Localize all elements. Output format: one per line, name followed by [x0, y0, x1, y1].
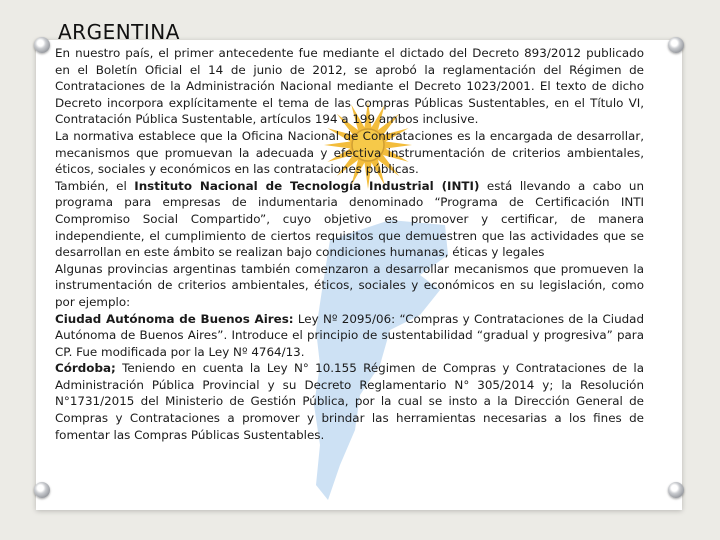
body-text [55, 45, 644, 443]
pushpin-icon-top-right [668, 37, 684, 53]
text-span: En nuestro país, el primer antecedente fue mediante el dictado del Decreto 893/2012 publicado en el Boletín Oficial el 14 de junio de 2012, se aprobó la reglamentación del Régimen de Contrataciones de la Administración Nacional mediante el Decreto 1023/2001. El texto de dicho Decreto incorpora explícitamente el tema de las Compras Públicas Sustentables, en el Título VI, Contratación Pública Sustentable, artículos 194 a 199 ambos inclusive. [55, 46, 644, 127]
paragraph [55, 178, 644, 261]
paragraph [55, 128, 644, 178]
text-span: está llevando a cabo un programa para empresas de indumentaria denominado “Programa de Certificación INTI Compromiso Social Compartido”, cuyo objetivo es promover y certificar, de manera independiente, el cumplimiento de ciertos requisitos que demuestren que las actividades que se desarrollan en este ámbito se realizan bajo condiciones humanas, éticas y legales [55, 178, 645, 260]
text-span: La normativa establece que la Oficina Nacional de Contrataciones es la encargada de desarrollar, mecanismos que promuevan la adecuada y efectiva instrumentación de criterios ambientales, éticos, sociales y económicos en las contrataciones públicas. [55, 128, 644, 177]
text-span: También, el [55, 178, 135, 193]
bold-text: Córdoba; [55, 361, 116, 376]
text-span: Ley Nº 2095/06: “Compras y Contrataciones de la Ciudad Autónoma de Buenos Aires”. Introduce el principio de sustentabilidad “gradual y progresiva” para CP. Fue modificada por la Ley Nº 4764/13. [55, 311, 644, 359]
pushpin-icon-bottom-left [34, 482, 50, 498]
text-span: Teniendo en cuenta la Ley N° 10.155 Régimen de Compras y Contrataciones de la Administración Pública Provincial y su Decreto Reglamentario N° 305/2014 y; la Resolución N°1731/2015 del Ministerio de Gestión Pública, por la cual se insto a la Dirección General de Compras y Contrataciones a promover y brindar las herramientas necesarias a los fines de fomentar las Compras Públicas Sustentables. [55, 361, 644, 442]
pushpin-icon-top-left [34, 37, 50, 53]
bold-text: Instituto Nacional de Tecnología Industrial (INTI) [134, 178, 480, 193]
bold-text: Ciudad Autónoma de Buenos Aires: [55, 311, 294, 326]
paragraph [55, 261, 644, 311]
pushpin-icon-bottom-right [668, 482, 684, 498]
page-title: ARGENTINA [58, 20, 180, 44]
paragraph [55, 360, 644, 443]
paragraph [55, 45, 644, 128]
text-span: Algunas provincias argentinas también comenzaron a desarrollar mecanismos que promueven la instrumentación de criterios ambientales, éticos, sociales y económicos en su legislación, como por ejemplo: [55, 261, 644, 309]
paragraph [55, 311, 644, 361]
